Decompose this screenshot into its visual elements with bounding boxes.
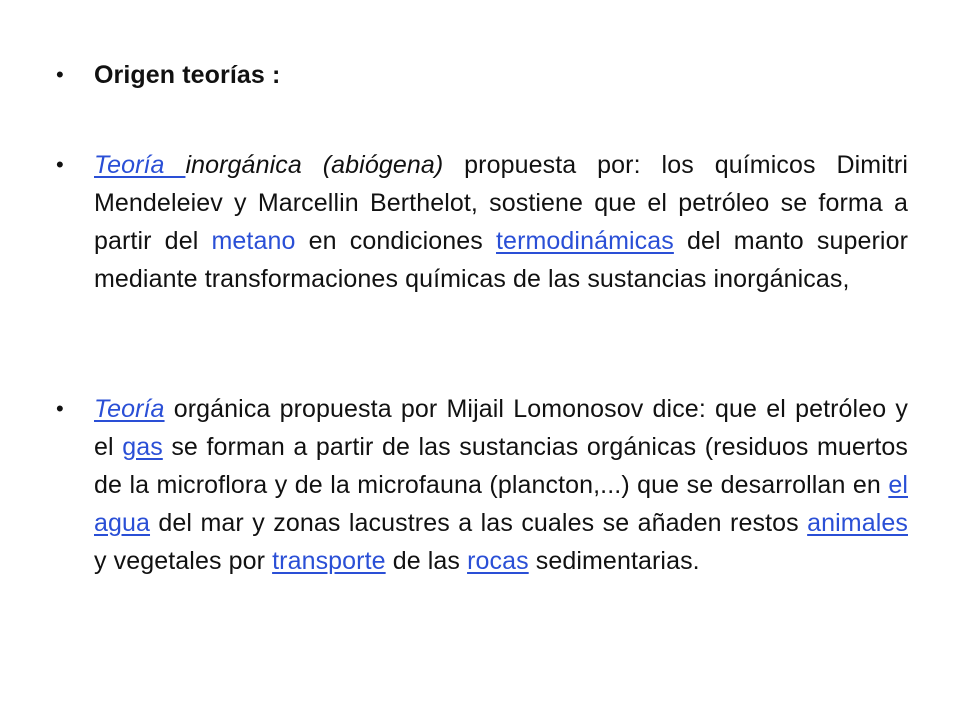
body-text: del mar y zonas lacustres a las cuales se añaden restos (150, 509, 808, 537)
body-text: de las (385, 547, 468, 575)
bullet-text (94, 146, 908, 298)
link-el-agua[interactable]: el agua (94, 471, 908, 537)
bullet-item-origen (56, 56, 908, 94)
body-text: en condiciones (295, 227, 497, 255)
bullet-item-teoria-organica (56, 390, 908, 580)
link-gas[interactable]: gas (122, 433, 163, 461)
link-teoria[interactable]: Teoría (94, 151, 186, 179)
bullet-icon: • (56, 62, 64, 87)
metano-term: metano (211, 227, 296, 255)
body-text: propuesta por: los químicos Dimitri Mendeleiev y Marcellin Berthelot, sostiene que el petróleo se forma a partir del (94, 151, 908, 255)
bullet-icon: • (56, 396, 64, 421)
link-transporte[interactable]: transporte (272, 547, 386, 575)
body-text: y vegetales por (94, 547, 273, 575)
link-rocas[interactable]: rocas (467, 547, 529, 575)
bullet-item-teoria-inorganica (56, 146, 908, 298)
body-text: se forman a partir de las sustancias orgánicas (residuos muertos de la microflora y de la microfauna (plancton,...) que se desarrollan en (94, 433, 908, 499)
italic-term: inorgánica (abiógena) (185, 151, 444, 179)
link-teoria[interactable]: Teoría (94, 395, 165, 423)
bullet-text (94, 390, 908, 580)
link-termodinamicas[interactable]: termodinámicas (496, 227, 674, 255)
bullet-text (94, 56, 908, 94)
body-text: sedimentarias. (528, 547, 700, 575)
body-text: orgánica propuesta por Mijail Lomonosov dice: que el petróleo y el (94, 395, 908, 461)
bullet-icon: • (56, 152, 64, 177)
body-text: del manto superior mediante transformaciones químicas de las sustancias inorgánicas, (94, 227, 909, 293)
link-animales[interactable]: animales (807, 509, 908, 537)
section-heading: Origen teorías : (94, 61, 281, 89)
